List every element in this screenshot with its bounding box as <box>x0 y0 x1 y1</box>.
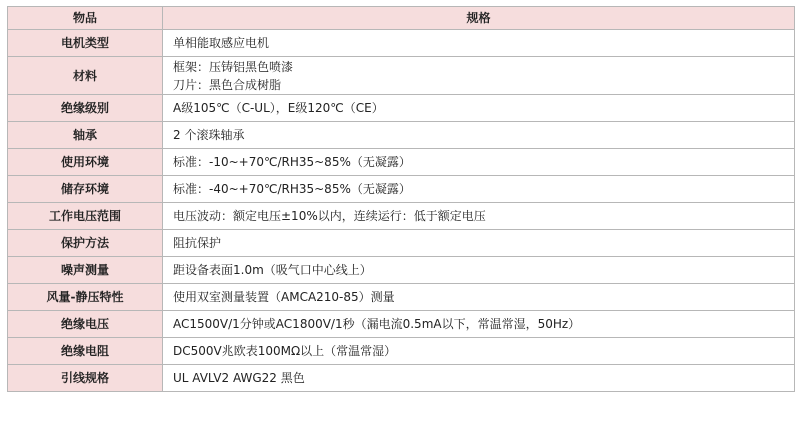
row-value-line: 距设备表面1.0m（吸气口中心线上） <box>173 263 372 277</box>
row-label: 风量-静压特性 <box>8 284 163 311</box>
row-value <box>163 57 795 95</box>
row-value <box>163 122 795 149</box>
table-row <box>8 30 795 57</box>
row-value <box>163 311 795 338</box>
table-header-row <box>8 7 795 30</box>
row-label: 材料 <box>8 57 163 95</box>
row-value-line: 框架：压铸铝黑色喷漆 <box>173 59 294 74</box>
row-value <box>163 257 795 284</box>
row-value-line: 单相能取感应电机 <box>173 36 270 50</box>
row-value-line: 标准：-10~+70℃/RH35~85%（无凝露） <box>173 155 411 169</box>
row-value-line: DC500V兆欧表100MΩ以上（常温常湿） <box>173 344 397 358</box>
table-row <box>8 338 795 365</box>
row-value-line: 电压波动：额定电压±10%以内，连续运行：低于额定电压 <box>173 209 486 223</box>
row-label: 储存环境 <box>8 176 163 203</box>
row-label: 工作电压范围 <box>8 203 163 230</box>
column-header-item: 物品 <box>8 7 163 30</box>
spec-table <box>7 6 795 392</box>
row-value-line: UL AVLV2 AWG22 黑色 <box>173 371 305 385</box>
row-value-line: 刀片：黑色合成树脂 <box>173 77 282 92</box>
row-label: 绝缘级别 <box>8 95 163 122</box>
row-value <box>163 30 795 57</box>
row-value-line: 使用双室测量装置（AMCA210-85）测量 <box>173 290 395 304</box>
row-value-line: AC1500V/1分钟或AC1800V/1秒（漏电流0.5mA以下，常温常湿，50Hz） <box>173 317 581 331</box>
table-row <box>8 122 795 149</box>
table-row <box>8 203 795 230</box>
row-label: 使用环境 <box>8 149 163 176</box>
row-label: 引线规格 <box>8 365 163 392</box>
row-value <box>163 230 795 257</box>
row-value <box>163 95 795 122</box>
row-value <box>163 203 795 230</box>
table-row <box>8 365 795 392</box>
row-label: 噪声测量 <box>8 257 163 284</box>
row-value <box>163 149 795 176</box>
table-row <box>8 230 795 257</box>
row-label: 轴承 <box>8 122 163 149</box>
row-label: 绝缘电阻 <box>8 338 163 365</box>
row-value <box>163 365 795 392</box>
row-value-line: 2 个滚珠轴承 <box>173 128 245 142</box>
row-value-line: 阻抗保护 <box>173 236 222 250</box>
column-header-spec: 规格 <box>163 7 795 30</box>
row-value <box>163 338 795 365</box>
table-row <box>8 311 795 338</box>
table-row <box>8 57 795 95</box>
table-row <box>8 176 795 203</box>
row-value-line: 标准：-40~+70℃/RH35~85%（无凝露） <box>173 182 411 196</box>
table-row <box>8 95 795 122</box>
row-label: 绝缘电压 <box>8 311 163 338</box>
row-label: 保护方法 <box>8 230 163 257</box>
table-row <box>8 284 795 311</box>
row-label: 电机类型 <box>8 30 163 57</box>
table-row <box>8 257 795 284</box>
table-row <box>8 149 795 176</box>
row-value <box>163 176 795 203</box>
row-value <box>163 284 795 311</box>
row-value-line: A级105℃（C-UL），E级120℃（CE） <box>173 101 384 115</box>
